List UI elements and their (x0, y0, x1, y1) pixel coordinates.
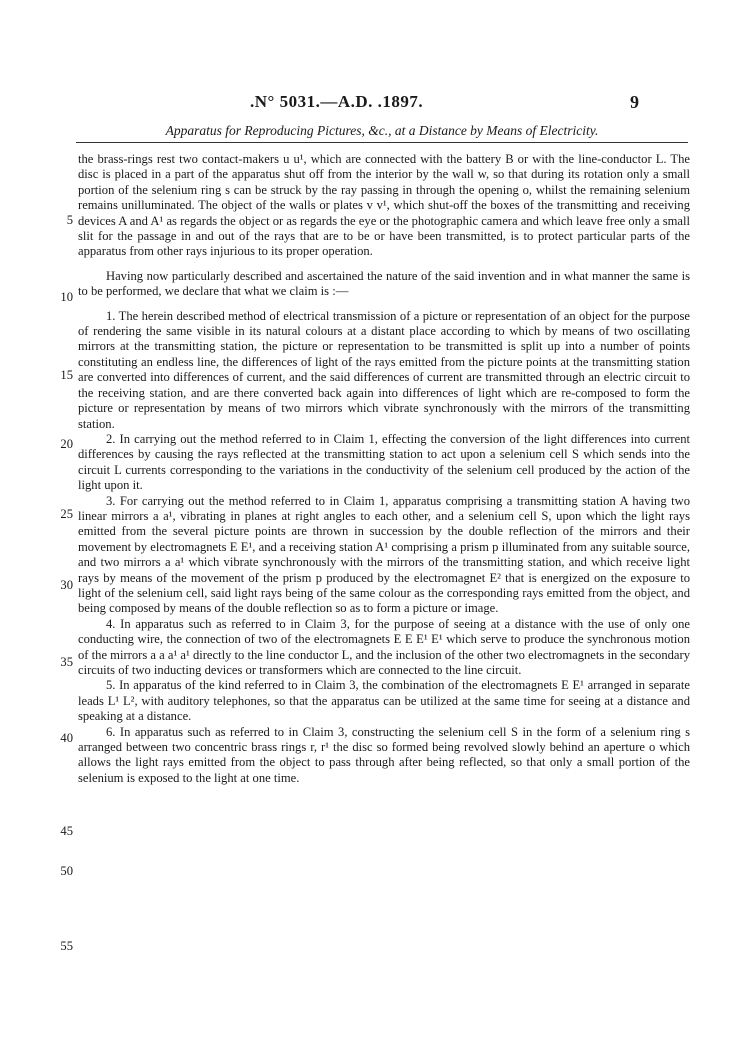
line-number: 45 (60, 824, 73, 838)
body-text (78, 152, 690, 786)
line-number: 15 (60, 368, 73, 382)
line-number: 20 (60, 437, 73, 451)
line-number: 10 (60, 290, 73, 304)
claim-2: 2. In carrying out the method referred to in Claim 1, effecting the conversion of the light differences into current differences by causing the rays reflected at the transmitting station to act upon a selenium cell S which sends into the circuit L currents corresponding to the variations in the conductivity of the selenium cell produced by the action of the light upon it. (78, 431, 690, 493)
line-number: 50 (60, 864, 73, 878)
page-number: 9 (630, 92, 639, 112)
patent-number: .N° 5031.—A.D. .1897. (250, 92, 424, 111)
page-header (0, 92, 751, 116)
paragraph-declaration: Having now particularly described and ascertained the nature of the said invention and in what manner the same is to be performed, we declare that what we claim is :— (78, 268, 690, 299)
line-number: 5 (66, 213, 73, 227)
line-number: 25 (60, 507, 73, 521)
claim-4: 4. In apparatus such as referred to in Claim 3, for the purpose of seeing at a distance with the use of only one conducting wire, the connection of two of the electromagnets E E E¹ E¹ which serve to produce the synchronous motion of the mirrors a a a¹ a¹ directly to the line conductor L, and the inclusion of the other two electromagnets in the secondary circuits of two inducting devices or transformers which are connected to the line circuit. (78, 616, 690, 677)
claim-6: 6. In apparatus such as referred to in Claim 3, constructing the selenium cell S in the form of a selenium ring s arranged between two concentric brass rings r, r¹ the disc so formed being revolved slowly behind an aperture o which allows the light rays emitted from the object to pass through after being reflected, so that only a small portion of the selenium is exposed to the light at one time. (78, 724, 690, 785)
line-number: 35 (60, 655, 73, 669)
claim-5: 5. In apparatus of the kind referred to in Claim 3, the combination of the electromagnets E E¹ arranged in separate leads L¹ L², with auditory telephones, so that the apparatus can be utilized at the same time for seeing at a distance and speaking at a distance. (78, 678, 690, 724)
claim-3: 3. For carrying out the method referred to in Claim 1, apparatus comprising a transmitting station A having two linear mirrors a a¹, vibrating in planes at right angles to each other, and a selenium cell S, upon which the light rays emitted from the several picture points are thrown in succession by the double reflection of the mirrors and their movement by electromagnets E E¹, and a receiving station A¹ comprising a prism p illuminated from any suitable source, and two mirrors a a¹ which vibrate synchronously with the mirrors of the transmitting station, and which receive light rays by means of the movement of the prism p produced by the electromagnet E² that is energized on the exposure to light of the selenium cell, said light rays being of the same colour as the corresponding rays emitted from the object, and being composed by means of the double reflection so as to form a picture or image. (78, 493, 690, 616)
running-title: Apparatus for Reproducing Pictures, &c., at a Distance by Means of Electricity. (76, 123, 688, 143)
line-number: 30 (60, 578, 73, 592)
line-number: 40 (60, 731, 73, 745)
line-number: 55 (60, 939, 73, 953)
claim-1: 1. The herein described method of electrical transmission of a picture or representation of an object for the purpose of rendering the same visible in its natural colours at a distant place according to which by means of two oscillating mirrors at the transmitting station, the picture or representation to be transmitted is split up into a number of points constituting an endless line, the differences of light of the rays emitted from the picture points at the transmitting station are converted into differences of current, and the said differences of current are transmitted through an electric circuit to the receiving station, and are there converted back again into differences of light which are re-composed to form the picture or representation by means of two mirrors which vibrate synchronously with the mirrors of the transmitting station. (78, 308, 690, 431)
paragraph-continuation: the brass-rings rest two contact-makers u u¹, which are connected with the battery B or with the line-conductor L. The disc is placed in a part of the apparatus shut off from the interior by the wall w, so that during its rotation only a small portion of the selenium ring s can be struck by the ray passing in through the opening o, whilst the remaining selenium remains unilluminated. The object of the walls or plates v v¹, which shut-off the boxes of the transmitting and receiving devices A and A¹ as regards the object or as regards the eye or the photographic camera and which leave free only a small slit for the passage in and out of the rays that are to be or have been transmitted, is to protect particular parts of the apparatus from other rays injurious to its proper operation. (78, 152, 690, 259)
